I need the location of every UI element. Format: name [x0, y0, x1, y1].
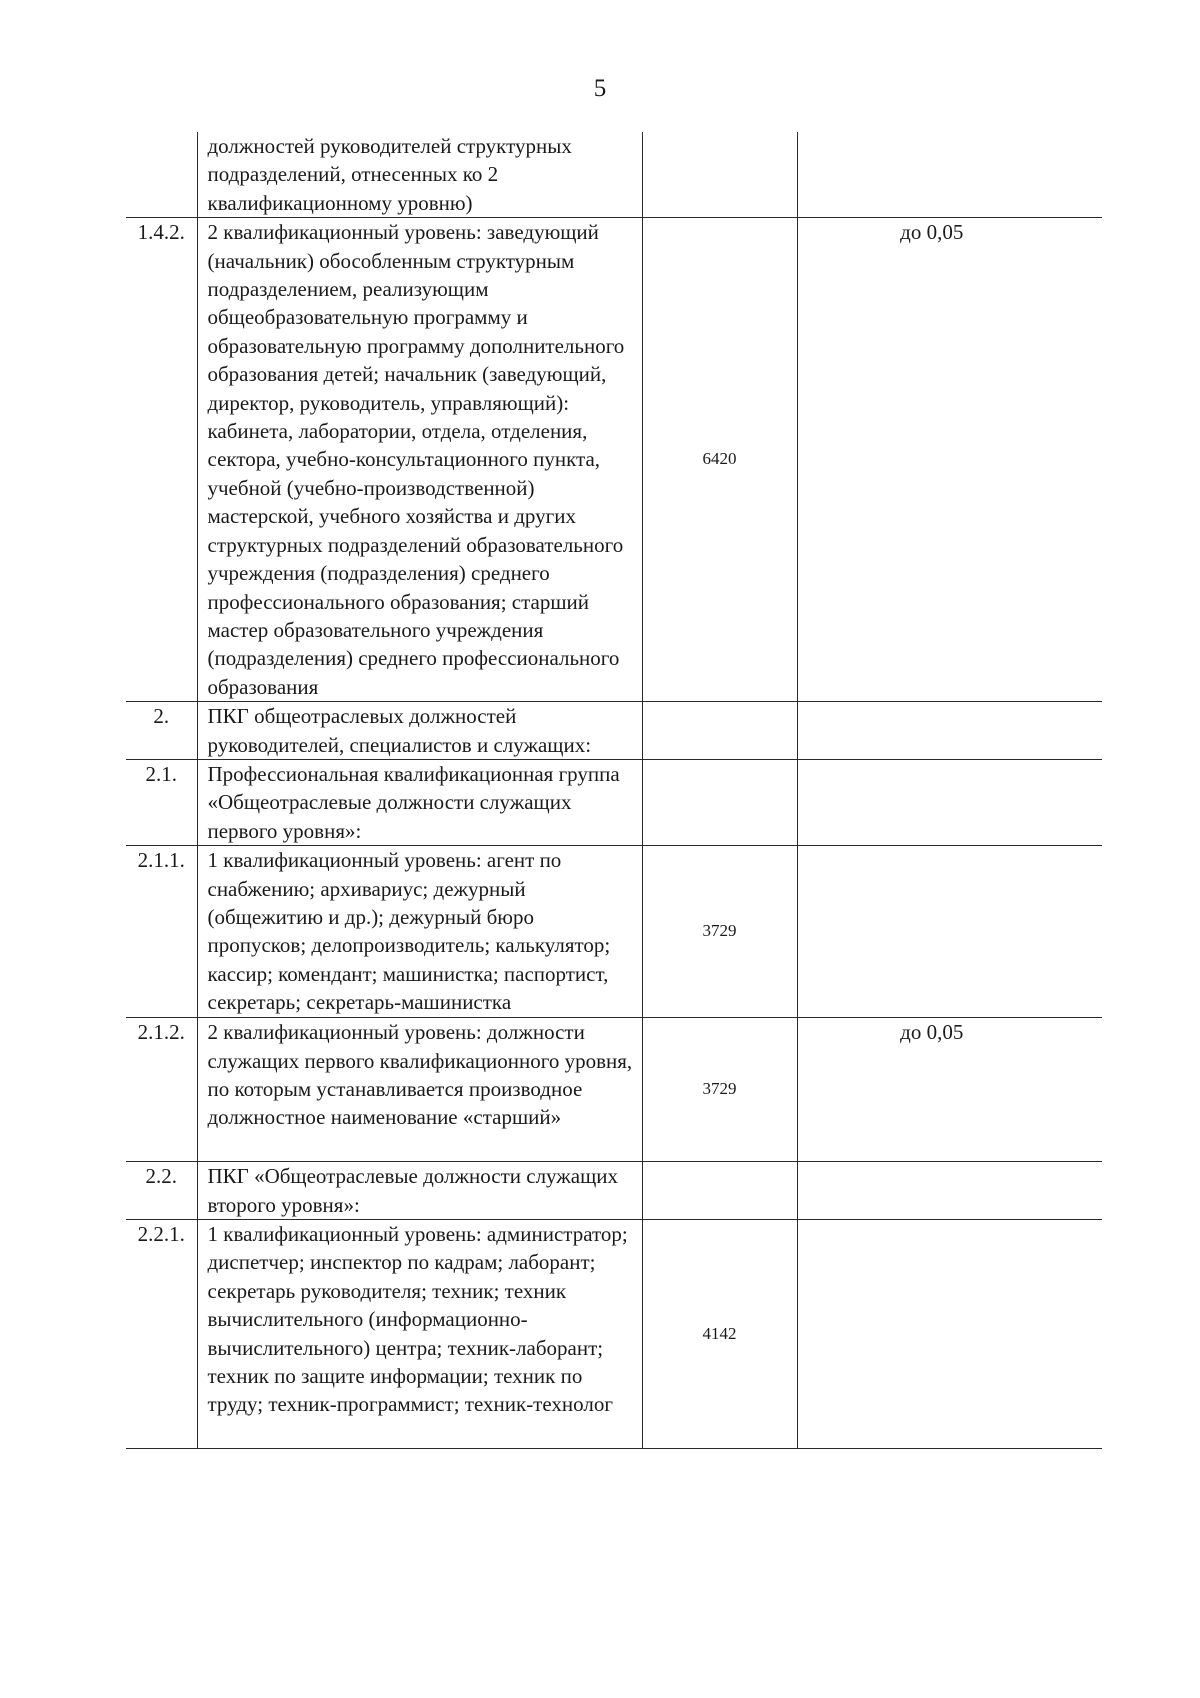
table-row: [126, 1018, 1102, 1162]
row-number: 2.1.: [126, 759, 197, 845]
position-description: 1 квалификационный уровень: агент по снабжению; архивариус; дежурный (общежитию и др.); дежурный бюро пропусков; делопроизводитель; калькулятор; кассир; комендант; машинистка; паспортист, секретарь; секретарь-машинистка: [197, 846, 642, 1018]
row-number: 1.4.2.: [126, 218, 197, 702]
position-description: Профессиональная квалификационная группа «Общеотраслевые должности служащих первого уровня»:: [197, 759, 642, 845]
table-row: [126, 846, 1102, 1018]
row-number: 2.2.1.: [126, 1219, 197, 1448]
salary-table: [126, 132, 1102, 1449]
salary-value: 4142: [642, 1219, 797, 1448]
row-number: 2.2.: [126, 1162, 197, 1220]
salary-value: 6420: [642, 218, 797, 702]
position-description: ПКГ «Общеотраслевые должности служащих второго уровня»:: [197, 1162, 642, 1220]
table-row: [126, 702, 1102, 760]
coefficient-value: [797, 759, 1102, 845]
row-number: 2.: [126, 702, 197, 760]
table-row: [126, 132, 1102, 218]
coefficient-value: до 0,05: [797, 1018, 1102, 1162]
table-row: [126, 1219, 1102, 1448]
table-row: [126, 1162, 1102, 1220]
position-description: должностей руководителей структурных подразделений, отнесенных ко 2 квалификационному уровню): [197, 132, 642, 218]
coefficient-value: [797, 1162, 1102, 1220]
coefficient-value: до 0,05: [797, 218, 1102, 702]
row-number: [126, 132, 197, 218]
salary-value: [642, 132, 797, 218]
table-row: [126, 218, 1102, 702]
row-number: 2.1.2.: [126, 1018, 197, 1162]
coefficient-value: [797, 846, 1102, 1018]
position-description: 1 квалификационный уровень: администратор; диспетчер; инспектор по кадрам; лаборант; секретарь руководителя; техник; техник вычислительного (информационно-вычислительного) центра; техник-лаборант; техник по защите информации; техник по труду; техник-программист; техник-технолог: [197, 1219, 642, 1448]
salary-value: 3729: [642, 846, 797, 1018]
salary-value: [642, 1162, 797, 1220]
salary-value: 3729: [642, 1018, 797, 1162]
position-description: 2 квалификационный уровень: должности служащих первого квалификационного уровня, по которым устанавливается производное должностное наименование «старший»: [197, 1018, 642, 1162]
coefficient-value: [797, 1219, 1102, 1448]
position-description: 2 квалификационный уровень: заведующий (начальник) обособленным структурным подразделением, реализующим общеобразовательную программу и образовательную программу дополнительного образования детей; начальник (заведующий, директор, руководитель, управляющий): кабинета, лаборатории, отдела, отделения, сектора, учебно-консультационного пункта, учебной (учебно-производственной) мастерской, учебного хозяйства и других структурных подразделений образовательного учреждения (подразделения) среднего профессионального образования; старший мастер образовательного учреждения (подразделения) среднего профессионального образования: [197, 218, 642, 702]
salary-value: [642, 702, 797, 760]
page-number: 5: [593, 75, 607, 102]
coefficient-value: [797, 132, 1102, 218]
salary-value: [642, 759, 797, 845]
position-description: ПКГ общеотраслевых должностей руководителей, специалистов и служащих:: [197, 702, 642, 760]
coefficient-value: [797, 702, 1102, 760]
row-number: 2.1.1.: [126, 846, 197, 1018]
table-row: [126, 759, 1102, 845]
